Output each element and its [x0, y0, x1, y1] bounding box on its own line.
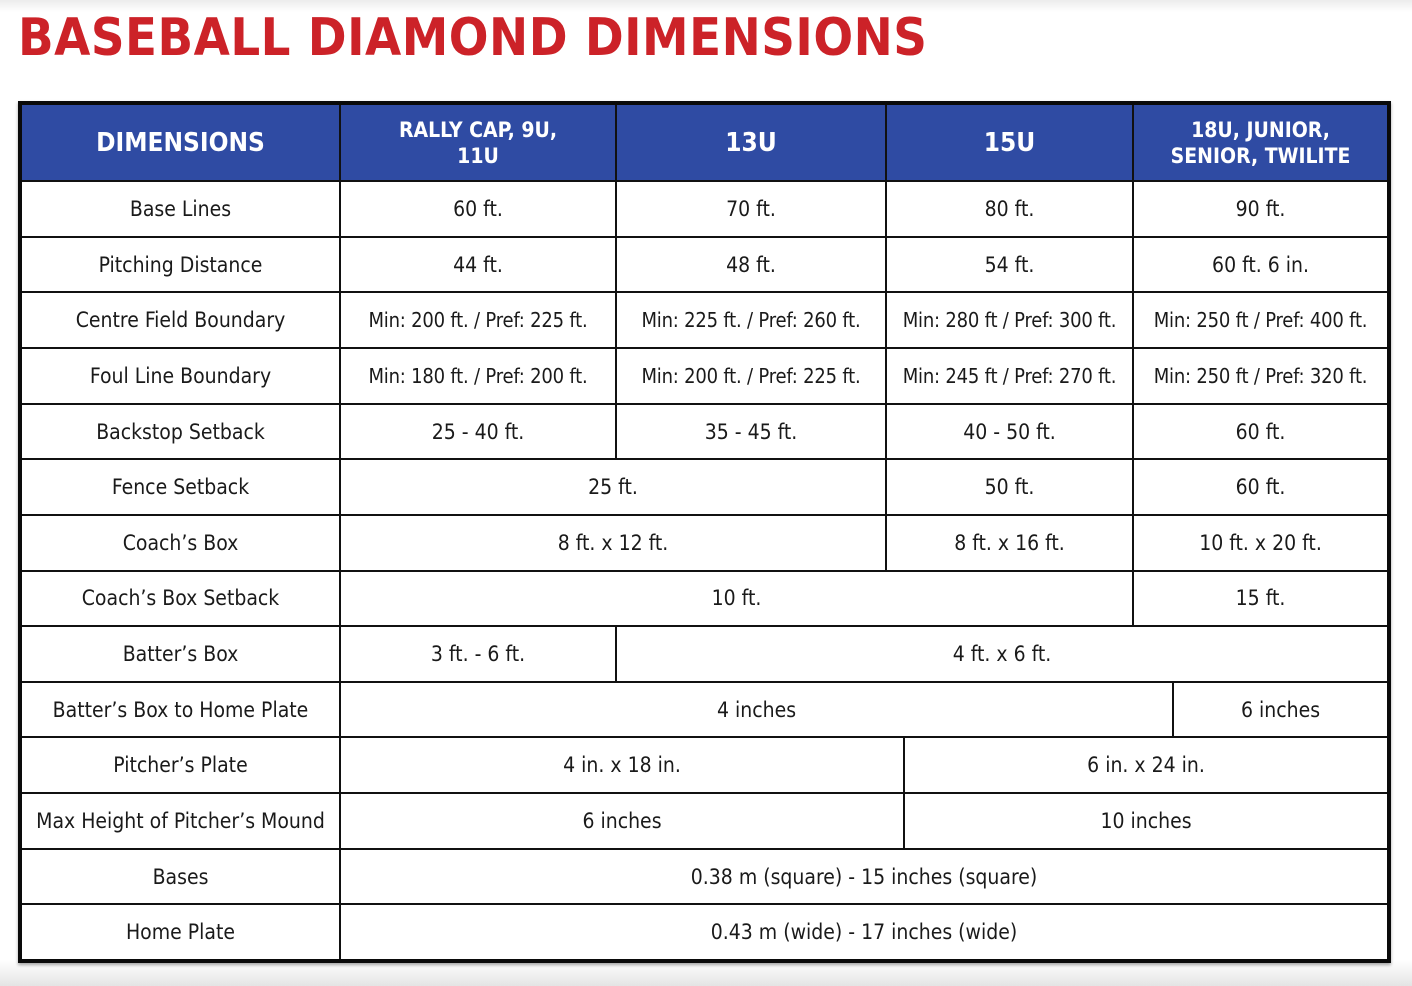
cell-coachs-box-setback-rally-cap-to-15u: 10 ft. — [340, 571, 1133, 627]
cell-base-lines-15u: 80 ft. — [886, 181, 1133, 237]
row-label-max-height-pitchers-mound: Max Height of Pitcher’s Mound — [22, 793, 340, 849]
cell-base-lines-13u: 70 ft. — [616, 181, 886, 237]
cell-batters-box-to-home-plate-b: 6 inches — [1173, 682, 1387, 738]
row-label-home-plate: Home Plate — [22, 904, 340, 959]
cell-centre-field-13u: Min: 225 ft. / Pref: 260 ft. — [616, 292, 886, 348]
cell-fence-setback-rally-cap-13u: 25 ft. — [340, 459, 886, 515]
row-label-pitchers-plate: Pitcher’s Plate — [22, 737, 340, 793]
table-row — [22, 181, 1387, 237]
row-label-coachs-box-setback: Coach’s Box Setback — [22, 571, 340, 627]
row-label-batters-box: Batter’s Box — [22, 626, 340, 682]
table-row — [22, 348, 1387, 404]
table-row — [22, 571, 1387, 627]
table-header-row — [22, 105, 1387, 181]
table-row — [22, 904, 1387, 959]
header-18u-junior-senior-twilite — [1133, 105, 1387, 181]
dimensions-table — [22, 105, 1387, 959]
row-label-fence-setback: Fence Setback — [22, 459, 340, 515]
table-row — [22, 459, 1387, 515]
cell-coachs-box-rally-cap-13u: 8 ft. x 12 ft. — [340, 515, 886, 571]
cell-backstop-18u: 60 ft. — [1133, 404, 1387, 460]
cell-mound-height-b: 10 inches — [904, 793, 1387, 849]
row-label-pitching-distance: Pitching Distance — [22, 237, 340, 293]
cell-fence-setback-15u: 50 ft. — [886, 459, 1133, 515]
page-title: BASEBALL DIAMOND DIMENSIONS — [18, 8, 928, 68]
header-13u: 13U — [616, 105, 886, 181]
cell-foul-line-18u: Min: 250 ft / Pref: 320 ft. — [1133, 348, 1387, 404]
header-col4-line1: 18U, JUNIOR, — [1191, 117, 1330, 142]
row-label-backstop-setback: Backstop Setback — [22, 404, 340, 460]
cell-centre-field-rally-cap: Min: 200 ft. / Pref: 225 ft. — [340, 292, 616, 348]
table-row — [22, 404, 1387, 460]
header-col1-line1: RALLY CAP, 9U, — [398, 117, 558, 142]
row-label-coachs-box: Coach’s Box — [22, 515, 340, 571]
table-row — [22, 737, 1387, 793]
cell-coachs-box-18u: 10 ft. x 20 ft. — [1133, 515, 1387, 571]
cell-pitchers-plate-a: 4 in. x 18 in. — [340, 737, 904, 793]
cell-pitching-distance-15u: 54 ft. — [886, 237, 1133, 293]
cell-pitching-distance-13u: 48 ft. — [616, 237, 886, 293]
dimensions-table-container — [18, 101, 1391, 963]
cell-centre-field-18u: Min: 250 ft / Pref: 400 ft. — [1133, 292, 1387, 348]
table-row — [22, 849, 1387, 905]
cell-foul-line-13u: Min: 200 ft. / Pref: 225 ft. — [616, 348, 886, 404]
cell-pitching-distance-18u: 60 ft. 6 in. — [1133, 237, 1387, 293]
table-row — [22, 626, 1387, 682]
row-label-bases: Bases — [22, 849, 340, 905]
cell-coachs-box-setback-18u: 15 ft. — [1133, 571, 1387, 627]
header-rally-cap-9u-11u — [340, 105, 616, 181]
cell-centre-field-15u: Min: 280 ft / Pref: 300 ft. — [886, 292, 1133, 348]
cell-base-lines-18u: 90 ft. — [1133, 181, 1387, 237]
cell-base-lines-rally-cap: 60 ft. — [340, 181, 616, 237]
header-col4-line2: SENIOR, TWILITE — [1170, 143, 1351, 168]
cell-bases-all: 0.38 m (square) - 15 inches (square) — [340, 849, 1387, 905]
cell-batters-box-to-home-plate-a: 4 inches — [340, 682, 1173, 738]
row-label-foul-line-boundary: Foul Line Boundary — [22, 348, 340, 404]
header-15u: 15U — [886, 105, 1133, 181]
cell-mound-height-a: 6 inches — [340, 793, 904, 849]
table-row — [22, 515, 1387, 571]
cell-pitchers-plate-b: 6 in. x 24 in. — [904, 737, 1387, 793]
cell-foul-line-15u: Min: 245 ft / Pref: 270 ft. — [886, 348, 1133, 404]
cell-pitching-distance-rally-cap: 44 ft. — [340, 237, 616, 293]
cell-fence-setback-18u: 60 ft. — [1133, 459, 1387, 515]
cell-backstop-rally-cap: 25 - 40 ft. — [340, 404, 616, 460]
cell-home-plate-all: 0.43 m (wide) - 17 inches (wide) — [340, 904, 1387, 959]
cell-batters-box-13u-to-18u: 4 ft. x 6 ft. — [616, 626, 1387, 682]
row-label-centre-field-boundary: Centre Field Boundary — [22, 292, 340, 348]
cell-backstop-13u: 35 - 45 ft. — [616, 404, 886, 460]
row-label-base-lines: Base Lines — [22, 181, 340, 237]
header-col1-line2: 11U — [457, 143, 499, 168]
cell-foul-line-rally-cap: Min: 180 ft. / Pref: 200 ft. — [340, 348, 616, 404]
table-row — [22, 237, 1387, 293]
header-dimensions: DIMENSIONS — [22, 105, 340, 181]
cell-coachs-box-15u: 8 ft. x 16 ft. — [886, 515, 1133, 571]
row-label-batters-box-to-home-plate: Batter’s Box to Home Plate — [22, 682, 340, 738]
table-row — [22, 682, 1387, 738]
cell-batters-box-rally-cap: 3 ft. - 6 ft. — [340, 626, 616, 682]
table-row — [22, 292, 1387, 348]
table-row — [22, 793, 1387, 849]
cell-backstop-15u: 40 - 50 ft. — [886, 404, 1133, 460]
